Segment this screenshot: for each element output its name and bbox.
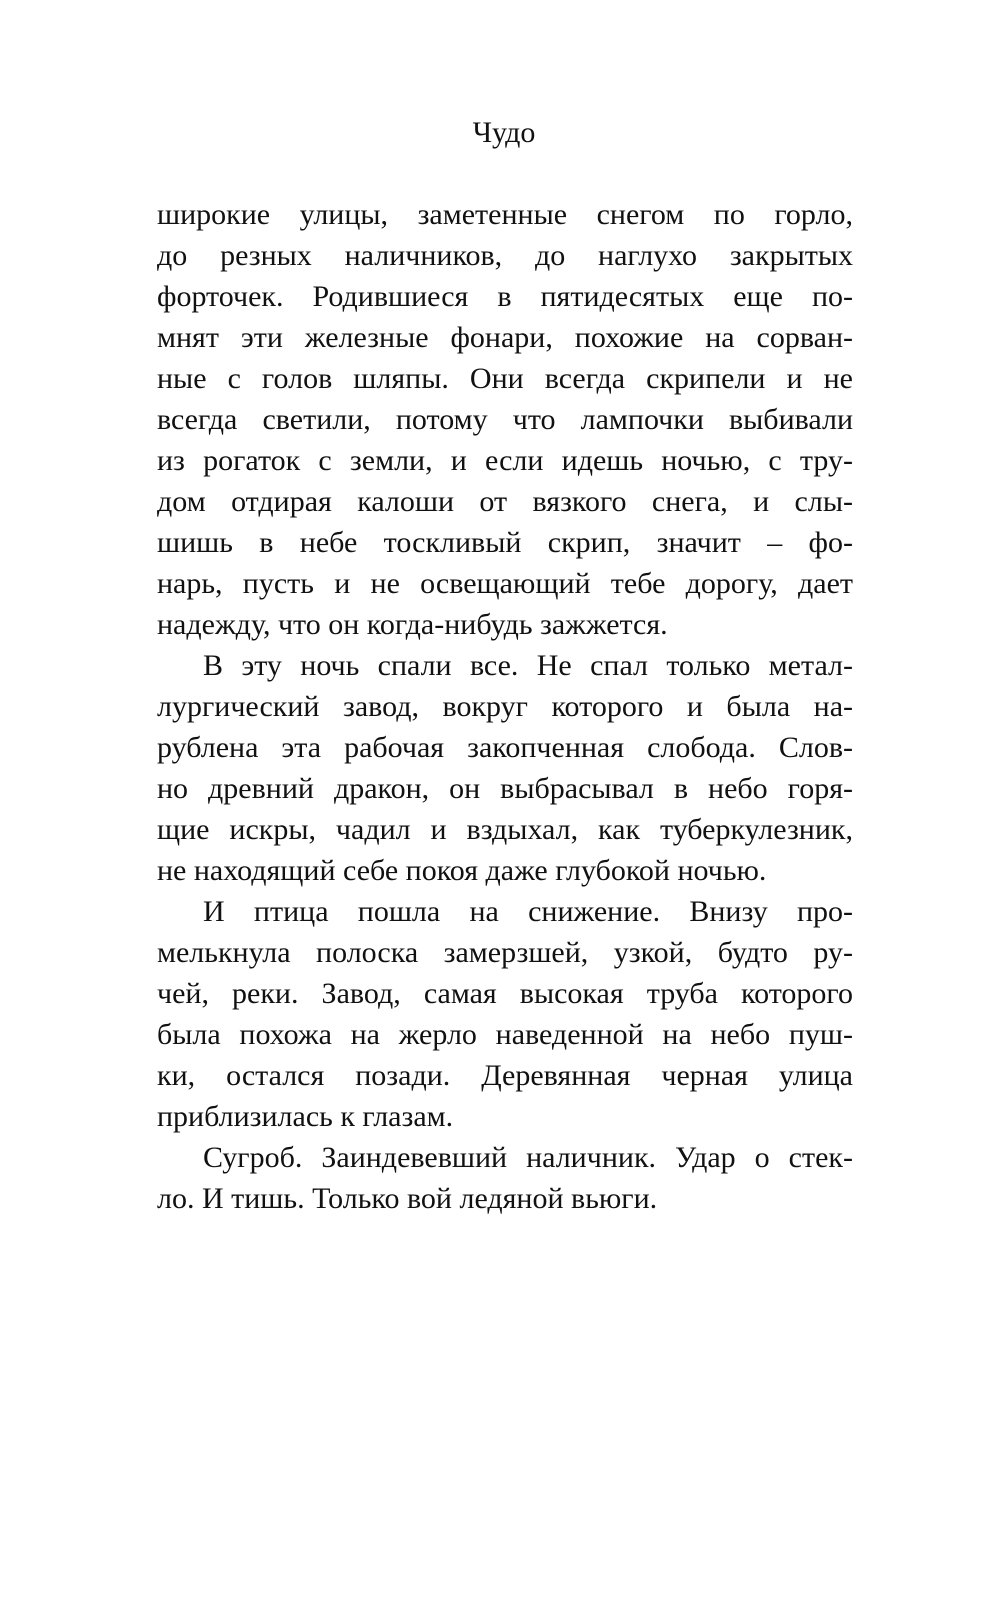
text-line: до резных наличников, до наглухо закрытых [157,239,853,272]
text-line: приблизилась к глазам. [157,1100,454,1133]
text-line: лургический завод, вокруг которого и была на- [157,690,853,723]
text-line: рублена эта рабочая закопченная слобода. Слов- [157,731,853,764]
text-line: форточек. Родившиеся в пятидесятых еще по- [157,280,853,313]
text-line: нарь, пусть и не освещающий тебе дорогу, дает [157,567,853,600]
text-line: мнят эти железные фонари, похожие на сорван- [157,321,853,354]
text-line: ки, остался позади. Деревянная черная улица [157,1059,853,1092]
text-line: из рогаток с земли, и если идешь ночью, с тру- [157,444,853,477]
text-line: была похожа на жерло наведенной на небо пуш- [157,1018,853,1051]
text-line: надежду, что он когда-нибудь зажжется. [157,608,668,641]
text-line: всегда светили, потому что лампочки выбивали [157,403,853,436]
text-line: И птица пошла на снижение. Внизу про- [203,895,853,928]
text-line: мелькнула полоска замерзшей, узкой, будто ру- [157,936,853,969]
body-text [157,194,853,1219]
text-line: но древний дракон, он выбрасывал в небо горя- [157,772,853,805]
running-header: Чудо [472,116,536,149]
text-line: чей, реки. Завод, самая высокая труба которого [157,977,853,1010]
text-line: ло. И тишь. Только вой ледяной вьюги. [157,1182,658,1215]
text-line: ные с голов шляпы. Они всегда скрипели и не [157,362,853,395]
text-line: дом отдирая калоши от вязкого снега, и слы- [157,485,853,518]
text-line: широкие улицы, заметенные снегом по горло, [157,198,853,231]
text-line: не находящий себе покоя даже глубокой ночью. [157,854,767,887]
text-line: В эту ночь спали все. Не спал только метал- [203,649,853,682]
text-line: щие искры, чадил и вздыхал, как туберкулезник, [157,813,853,846]
text-line: шишь в небе тоскливый скрип, значит – фо- [157,526,853,559]
text-line: Сугроб. Заиндевевший наличник. Удар о стек- [203,1141,853,1174]
